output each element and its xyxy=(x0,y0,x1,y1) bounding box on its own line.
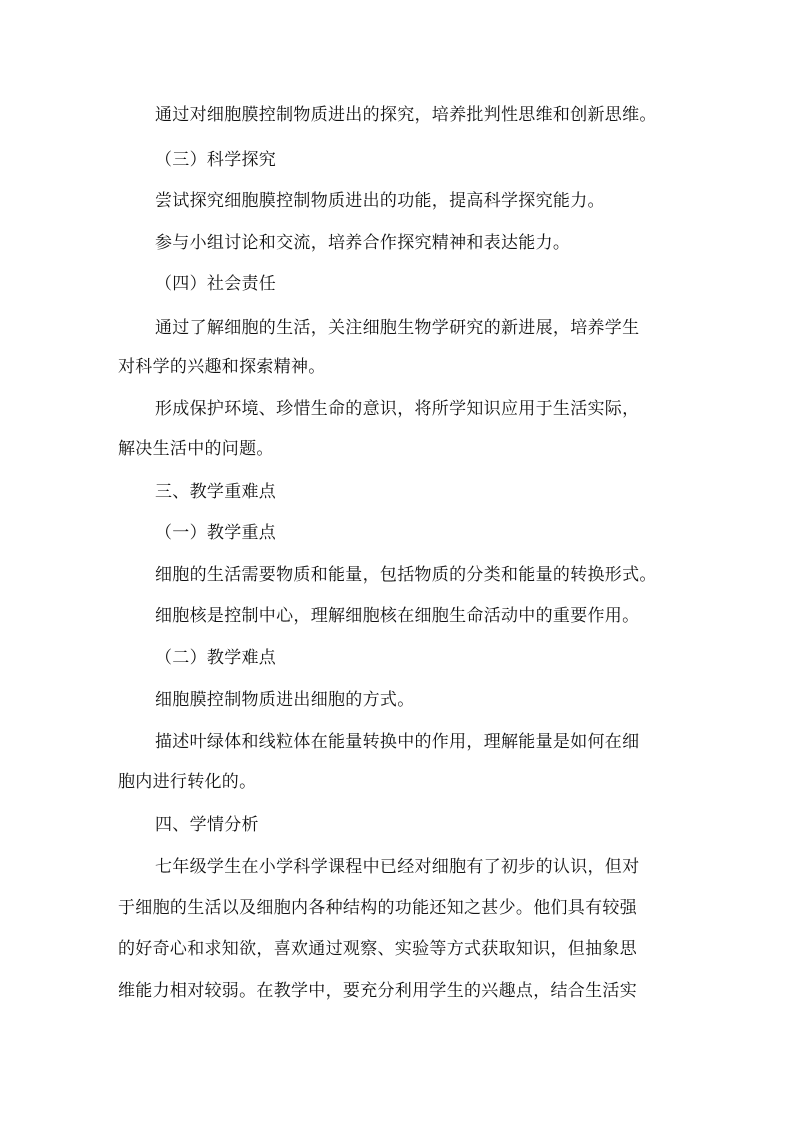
paragraph-line: 对科学的兴趣和探索精神。 xyxy=(118,357,326,377)
section-heading: （四）社会责任 xyxy=(155,274,277,294)
paragraph-line: 细胞膜控制物质进出细胞的方式。 xyxy=(155,690,415,710)
paragraph-line: 维能力相对较弱。在教学中，要充分利用学生的兴趣点，结合生活实 xyxy=(118,981,637,1001)
paragraph-line: 的好奇心和求知欲，喜欢通过观察、实验等方式获取知识，但抽象思 xyxy=(118,939,637,959)
section-heading: （一）教学重点 xyxy=(155,523,277,543)
paragraph-line: 细胞的生活需要物质和能量，包括物质的分类和能量的转换形式。 xyxy=(155,565,657,585)
paragraph-line: 七年级学生在小学科学课程中已经对细胞有了初步的认识，但对 xyxy=(155,857,640,877)
paragraph-line: 于细胞的生活以及细胞内各种结构的功能还知之甚少。他们具有较强 xyxy=(118,898,637,918)
paragraph-line: 参与小组讨论和交流，培养合作探究精神和表达能力。 xyxy=(155,233,571,253)
section-heading: 四、学情分析 xyxy=(155,815,259,835)
paragraph-line: 通过对细胞膜控制物质进出的探究，培养批判性思维和创新思维。 xyxy=(155,105,657,125)
section-heading: 三、教学重难点 xyxy=(155,482,277,502)
paragraph-line: 细胞核是控制中心，理解细胞核在细胞生命活动中的重要作用。 xyxy=(155,606,640,626)
paragraph-line: 尝试探究细胞膜控制物质进出的功能，提高科学探究能力。 xyxy=(155,191,605,211)
paragraph-line: 形成保护环境、珍惜生命的意识，将所学知识应用于生活实际， xyxy=(155,399,640,419)
paragraph-line: 通过了解细胞的生活，关注细胞生物学研究的新进展，培养学生 xyxy=(155,318,640,338)
paragraph-line: 胞内进行转化的。 xyxy=(118,772,257,792)
section-heading: （三）科学探究 xyxy=(155,150,277,170)
section-heading: （二）教学难点 xyxy=(155,648,277,668)
paragraph-line: 描述叶绿体和线粒体在能量转换中的作用，理解能量是如何在细 xyxy=(155,732,640,752)
paragraph-line: 解决生活中的问题。 xyxy=(118,439,274,459)
